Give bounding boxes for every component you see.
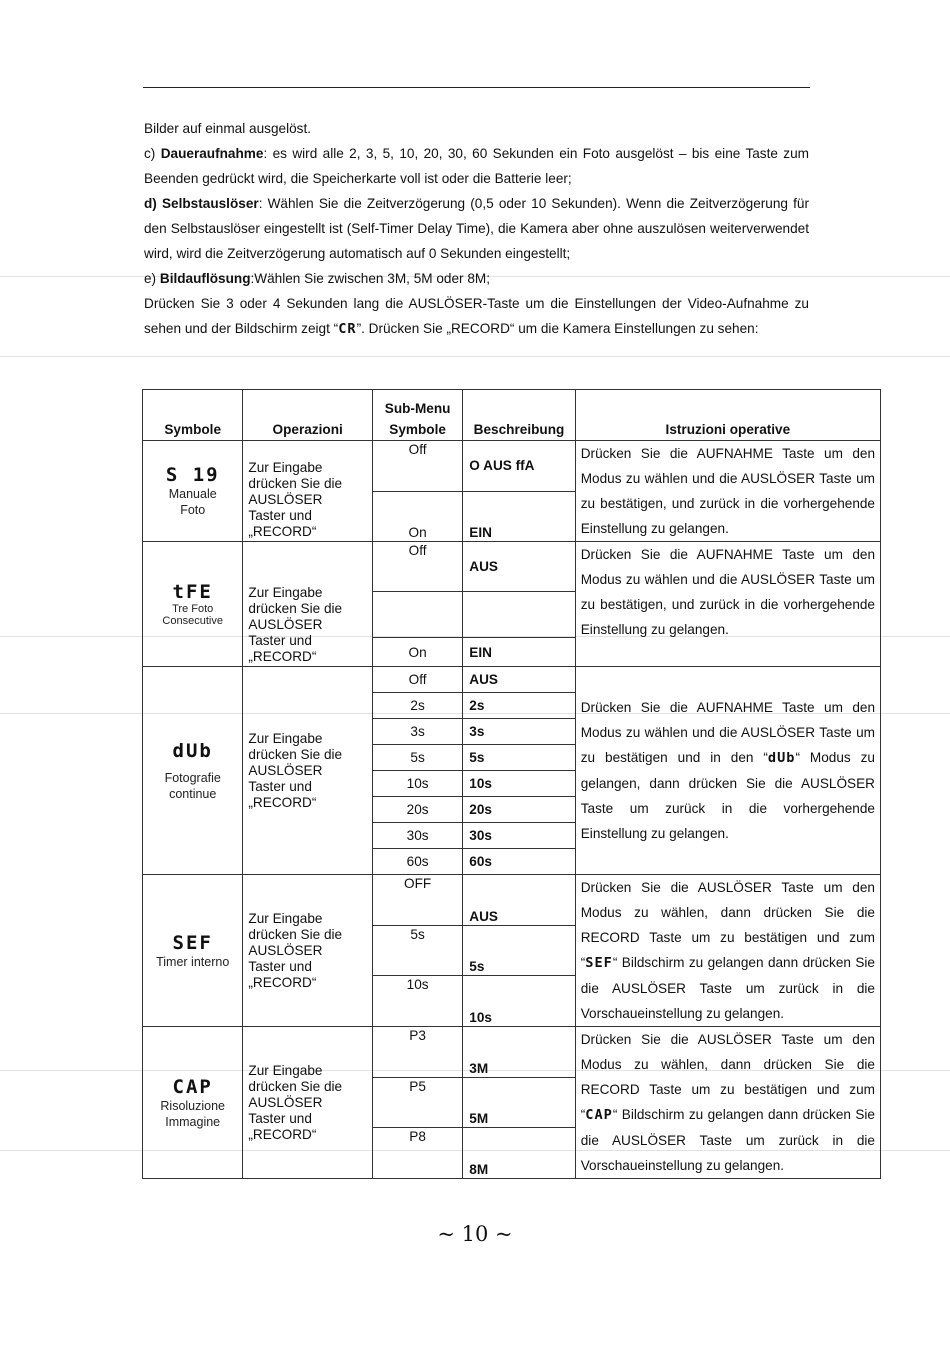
symbol-label: Timer interno xyxy=(156,954,230,969)
table-row xyxy=(143,667,881,693)
table-header-row xyxy=(143,390,881,441)
header-submenu-label: Sub-Menu xyxy=(384,401,451,416)
intro-p1 xyxy=(144,116,809,141)
submenu-cell: 5s xyxy=(372,925,462,976)
description-cell: 5s xyxy=(463,745,575,771)
intro-p4-term: Bildauflösung xyxy=(159,271,251,286)
intro-p4-prefix: e) xyxy=(144,271,160,286)
op-line: „RECORD“ xyxy=(248,794,317,810)
op-line: AUSLÖSER xyxy=(248,1094,323,1110)
submenu-cell: 60s xyxy=(372,849,462,875)
operation-cell xyxy=(243,875,373,1027)
intro-p5 xyxy=(144,291,809,342)
description-cell: AUS xyxy=(463,875,575,926)
intro-p1-text: Bilder auf einmal ausgelöst. xyxy=(144,121,311,136)
op-line: Zur Eingabe xyxy=(248,585,323,600)
description-cell: 2s xyxy=(463,693,575,719)
description-cell-empty xyxy=(463,592,575,638)
intro-p2-text: : es wird alle 2, 3, 5, 10, 20, 30, 60 Sekunden ein Foto ausgelöst – bis eine Taste zum Beenden gedrückt wird, die Speicherkarte voll ist oder die Batterie leer; xyxy=(144,146,809,186)
symbol-label: Immagine xyxy=(165,1114,221,1129)
instruction-text: “ Bildschirm zu gelangen dann drücken Sie die AUSLÖSER Taste um zurück in die Vorschaueinstellung zu gelangen. xyxy=(580,1107,875,1173)
description-cell: 10s xyxy=(463,771,575,797)
op-line: drücken Sie die xyxy=(248,1078,343,1094)
description-cell: 3s xyxy=(463,719,575,745)
description-cell: 20s xyxy=(463,797,575,823)
settings-table xyxy=(142,389,881,1179)
symbol-dub xyxy=(143,667,243,875)
instruction-cell: Drücken Sie die AUFNAHME Taste um den Modus zu wählen und die AUSLÖSER Taste um zu bestätigen, und zurück in die vorhergehende Einstellung zu gelangen. xyxy=(575,441,880,542)
instruction-text: Drücken Sie die AUSLÖSER Taste um den Modus zu wählen, dann drücken Sie die RECORD Taste um zu bestätigen und zum “ xyxy=(580,1032,875,1122)
lcd-cap-icon: CAP xyxy=(172,1075,213,1098)
header-submenu-symbole: Symbole xyxy=(389,422,446,437)
description-cell: 8M xyxy=(463,1128,575,1179)
symbol-label: Manuale xyxy=(168,487,217,501)
submenu-cell: 2s xyxy=(372,693,462,719)
lcd-cr-icon: CR xyxy=(338,321,357,337)
lcd-sef-icon: SEF xyxy=(172,931,213,954)
intro-p2 xyxy=(144,141,809,191)
description-cell: 3M xyxy=(463,1027,575,1078)
operation-cell xyxy=(243,542,373,667)
lcd-dub-icon: dUb xyxy=(767,750,796,766)
op-line: Zur Eingabe xyxy=(248,730,323,746)
lcd-sef-icon: SEF xyxy=(585,955,613,971)
op-line: AUSLÖSER xyxy=(248,942,323,958)
description-cell: 30s xyxy=(463,823,575,849)
submenu-cell: 30s xyxy=(372,823,462,849)
submenu-cell: 10s xyxy=(372,771,462,797)
instruction-cell xyxy=(575,667,880,875)
description-cell: EIN xyxy=(463,491,575,542)
symbol-sef xyxy=(143,875,243,1027)
lcd-cap-icon: CAP xyxy=(585,1107,613,1123)
intro-p3-term: d) Selbstauslöser xyxy=(144,196,259,211)
operation-cell xyxy=(243,1027,373,1179)
op-line: Taster und xyxy=(248,1110,312,1126)
op-line: Zur Eingabe xyxy=(248,910,323,926)
header-symbole: Symbole xyxy=(143,390,243,441)
op-line: drücken Sie die xyxy=(248,926,343,942)
op-line: Zur Eingabe xyxy=(248,460,323,475)
op-line: „RECORD“ xyxy=(248,1126,317,1142)
instruction-cell xyxy=(575,875,880,1027)
symbol-label: continue xyxy=(169,786,217,801)
intro-p5-text-a: Drücken Sie 3 oder 4 Sekunden lang die AUSLÖSER-Taste um die Einstellungen der Video-Aufnahme zu sehen und der Bildschirm zeigt “ xyxy=(144,296,809,336)
op-line: drücken Sie die xyxy=(248,476,343,491)
scan-line xyxy=(0,356,950,357)
header-rule xyxy=(143,87,810,88)
intro-p4 xyxy=(144,266,809,291)
submenu-cell: Off xyxy=(372,667,462,693)
operation-cell xyxy=(243,441,373,542)
op-line: Taster und xyxy=(248,778,312,794)
instruction-text: “ Modus zu gelangen, dann drücken Sie die AUSLÖSER Taste um zurück in die vorhergehende Einstellung zu gelangen. xyxy=(580,750,875,841)
intro-text xyxy=(144,116,809,342)
intro-p3 xyxy=(144,191,809,266)
op-line: Taster und xyxy=(248,958,312,974)
symbol-label: Foto xyxy=(180,503,206,517)
description-cell: 60s xyxy=(463,849,575,875)
instruction-text: “ Bildschirm zu gelangen dann drücken Sie die AUSLÖSER Taste um zurück in die Vorschaueinstellung zu gelangen. xyxy=(580,955,875,1021)
op-line: AUSLÖSER xyxy=(248,492,323,507)
op-line: Zur Eingabe xyxy=(248,1062,323,1078)
submenu-cell: On xyxy=(372,638,462,667)
op-line: AUSLÖSER xyxy=(248,762,323,778)
submenu-cell: On xyxy=(372,491,462,542)
submenu-cell: OFF xyxy=(372,875,462,926)
submenu-cell: P5 xyxy=(372,1077,462,1128)
page-number: ~ 10 ~ xyxy=(437,1222,513,1246)
submenu-cell: Off xyxy=(372,441,462,492)
symbol-label: Tre Foto xyxy=(172,603,214,615)
op-line: „RECORD“ xyxy=(248,649,317,664)
symbol-cap xyxy=(143,1027,243,1179)
symbol-label: Risoluzione xyxy=(160,1098,226,1113)
description-cell: AUS xyxy=(463,667,575,693)
symbol-label: Consecutive xyxy=(162,615,223,627)
description-cell: 5M xyxy=(463,1077,575,1128)
description-cell: AUS xyxy=(463,542,575,592)
submenu-cell: Off xyxy=(372,542,462,592)
op-line: Taster und xyxy=(248,633,312,648)
lcd-s19-icon: S 19 xyxy=(165,464,220,486)
op-line: drücken Sie die xyxy=(248,601,343,616)
instruction-cell xyxy=(575,1027,880,1179)
table-row xyxy=(143,542,881,592)
intro-p3-text: : Wählen Sie die Zeitverzögerung (0,5 oder 10 Sekunden). Wenn die Zeitverzögerung für den Selbstauslöser eingestellt ist (Self-Timer Delay Time), die Kamera aber ohne auszulösen weiterverwendet wird, wird die Zeitverzögerung automatisch auf 0 Sekunden eingestellt; xyxy=(144,196,809,261)
instruction-cell: Drücken Sie die AUFNAHME Taste um den Modus zu wählen und die AUSLÖSER Taste um zu bestätigen, und zurück in die vorhergehende Einstellung zu gelangen. xyxy=(575,542,880,667)
description-cell: 5s xyxy=(463,925,575,976)
submenu-cell: 10s xyxy=(372,976,462,1027)
submenu-cell: 20s xyxy=(372,797,462,823)
op-line: Taster und xyxy=(248,508,312,523)
lcd-tre-icon: tFE xyxy=(172,581,213,603)
symbol-manuale xyxy=(143,441,243,542)
lcd-dub-icon: dUb xyxy=(172,739,213,762)
intro-p2-prefix: c) xyxy=(144,146,161,161)
submenu-cell: P3 xyxy=(372,1027,462,1078)
intro-p2-term: Daueraufnahme xyxy=(160,146,264,161)
symbol-label: Fotografie xyxy=(164,770,221,785)
instruction-text: Drücken Sie die AUFNAHME Taste um den Modus zu wählen und die AUSLÖSER Taste um zu bestätigen und in den “ xyxy=(580,700,875,765)
table-row xyxy=(143,1027,881,1078)
submenu-cell-empty xyxy=(372,592,462,638)
intro-p4-text: :Wählen Sie zwischen 3M, 5M oder 8M; xyxy=(250,271,490,286)
op-line: AUSLÖSER xyxy=(248,617,323,632)
submenu-cell: P8 xyxy=(372,1128,462,1179)
description-cell: 10s xyxy=(463,976,575,1027)
operation-cell xyxy=(243,667,373,875)
op-line: drücken Sie die xyxy=(248,746,343,762)
op-line: „RECORD“ xyxy=(248,524,317,539)
instruction-text: Drücken Sie die AUSLÖSER Taste um den Modus zu wählen, dann drücken Sie die RECORD Taste um zu bestätigen und zum “ xyxy=(580,880,875,970)
description-cell: O AUS ffA xyxy=(463,441,575,492)
symbol-tre-foto xyxy=(143,542,243,667)
op-line: „RECORD“ xyxy=(248,974,317,990)
table-row xyxy=(143,875,881,926)
header-istruzioni: Istruzioni operative xyxy=(575,390,880,441)
header-operazioni: Operazioni xyxy=(243,390,373,441)
intro-p5-text-b: ”. Drücken Sie „RECORD“ um die Kamera Einstellungen zu sehen: xyxy=(356,321,759,336)
table-row xyxy=(143,441,881,492)
submenu-cell: 3s xyxy=(372,719,462,745)
header-beschreibung: Beschreibung xyxy=(463,390,575,441)
submenu-cell: 5s xyxy=(372,745,462,771)
description-cell: EIN xyxy=(463,638,575,667)
header-submenu xyxy=(372,390,462,441)
